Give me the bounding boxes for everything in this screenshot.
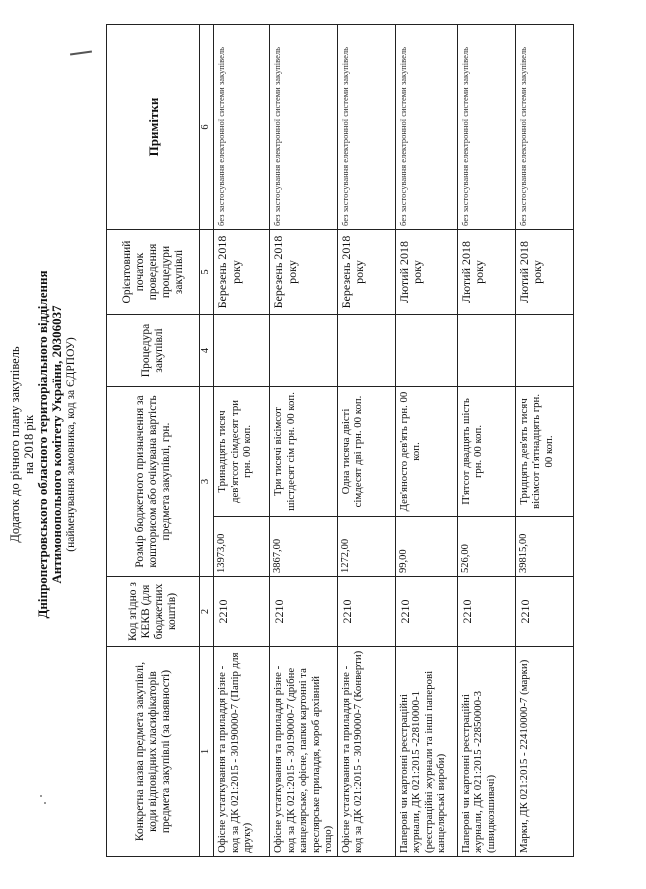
item-note: без застосування електронної системи закупівель [337,25,395,230]
item-amount-words: Одна тисяча двісті сімдесят дві грн. 00 коп. [337,387,395,517]
item-amount: 3867,00 [270,517,338,577]
item-note: без застосування електронної системи закупівель [214,25,270,230]
header-annex-title: Додаток до річного плану закупівель [8,346,22,543]
item-name: Паперові чи картонні реєстраційні журнали, ДК 021:2015 -22810000-1 (реєстраційні журнали та інші паперові канцелярські вироби) [395,647,457,857]
item-amount-words: Тринадцять тисяч дев'ятсот сімдесят три грн. 00 коп. [214,387,270,517]
item-name: Офісне устаткування та приладдя різне - код за ДК 021:2015 - 30190000-7 (Папір для друку) [214,647,270,857]
scan-speck [40,795,42,797]
procurement-table [106,24,574,857]
item-start-date: Лютий 2018 року [395,230,457,315]
column-number: 1 [200,647,214,857]
header-year: на 2018 рік [22,414,36,475]
item-note: без застосування електронної системи закупівель [457,25,515,230]
column-number: 4 [200,315,214,387]
table-row [515,25,573,857]
table-row [214,25,270,857]
column-header-amount: Розмір бюджетного призначення за кошторисом або очікувана вартість предмета закупівлі, грн. [107,387,200,577]
item-procedure [270,315,338,387]
item-name: Марки, ДК 021:2015 - 22410000-7 (марки) [515,647,573,857]
item-amount-words: П'ятсот двадцять шість грн. 00 коп. [457,387,515,517]
column-number: 5 [200,230,214,315]
table-header-row [107,25,200,857]
item-note: без застосування електронної системи закупівель [395,25,457,230]
item-kekv: 2210 [270,577,338,647]
column-number: 3 [200,387,214,577]
item-amount: 99,00 [395,517,457,577]
item-name: Офісне устаткування та приладдя різне - код за ДК 021:2015 - 30190000-7 (Конверти) [337,647,395,857]
item-name: Паперові чи картонні реєстраційні журнали, ДК 021:2015 -22850000-3 (швидкозшивачі) [457,647,515,857]
item-name: Офісне устаткування та приладдя різне - код за ДК 021:2015 - 30190000-7 (дрібне канцелярське, офісне, папки картонні та креслярське приладдя, короб архівний тощо) [270,647,338,857]
column-number-row [200,25,214,857]
header-caption: (найменування замовника, код за ЄДРПОУ) [65,337,77,552]
item-procedure [337,315,395,387]
item-start-date: Березень 2018 року [337,230,395,315]
item-note: без застосування електронної системи закупівель [515,25,573,230]
table-row [395,25,457,857]
item-procedure [395,315,457,387]
item-amount-words: Три тисячі вісімсот шістдесят сім грн. 00 коп. [270,387,338,517]
table-row [337,25,395,857]
header-committee-code: Антимонопольного комітету України, 20306037 [49,305,64,584]
item-procedure [515,315,573,387]
column-header-start: Орієнтовний початок проведення процедури закупівлі [107,230,200,315]
column-header-kekv: Код згідно з КЕКВ (для бюджетних коштів) [107,577,200,647]
item-kekv: 2210 [395,577,457,647]
column-header-name: Конкретна назва предмета закупівлі, коди відповідних класифікаторів предмета закупівлі (за наявності) [107,647,200,857]
column-header-notes: Примітки [107,25,200,230]
item-procedure [214,315,270,387]
document-header [8,0,78,889]
item-kekv: 2210 [457,577,515,647]
table-row [270,25,338,857]
item-start-date: Березень 2018 року [214,230,270,315]
item-amount: 526,00 [457,517,515,577]
item-start-date: Лютий 2018 року [515,230,573,315]
item-note: без застосування електронної системи закупівель [270,25,338,230]
item-kekv: 2210 [214,577,270,647]
column-number: 6 [200,25,214,230]
item-start-date: Лютий 2018 року [457,230,515,315]
item-kekv: 2210 [337,577,395,647]
item-procedure [457,315,515,387]
item-start-date: Березень 2018 року [270,230,338,315]
item-amount: 13973,00 [214,517,270,577]
item-amount-words: Дев'яносто дев'ять грн. 00 коп. [395,387,457,517]
column-header-procedure: Процедура закупівлі [107,315,200,387]
item-amount: 39815,00 [515,517,573,577]
header-organization: Дніпропетровського обласного територіального відділення [35,270,50,619]
table-row [457,25,515,857]
item-amount: 1272,00 [337,517,395,577]
scan-speck [44,802,46,804]
item-amount-words: Тридцять дев'ять тисяч вісімсот п'ятнадцять грн. 00 коп. [515,387,573,517]
column-number: 2 [200,577,214,647]
item-kekv: 2210 [515,577,573,647]
